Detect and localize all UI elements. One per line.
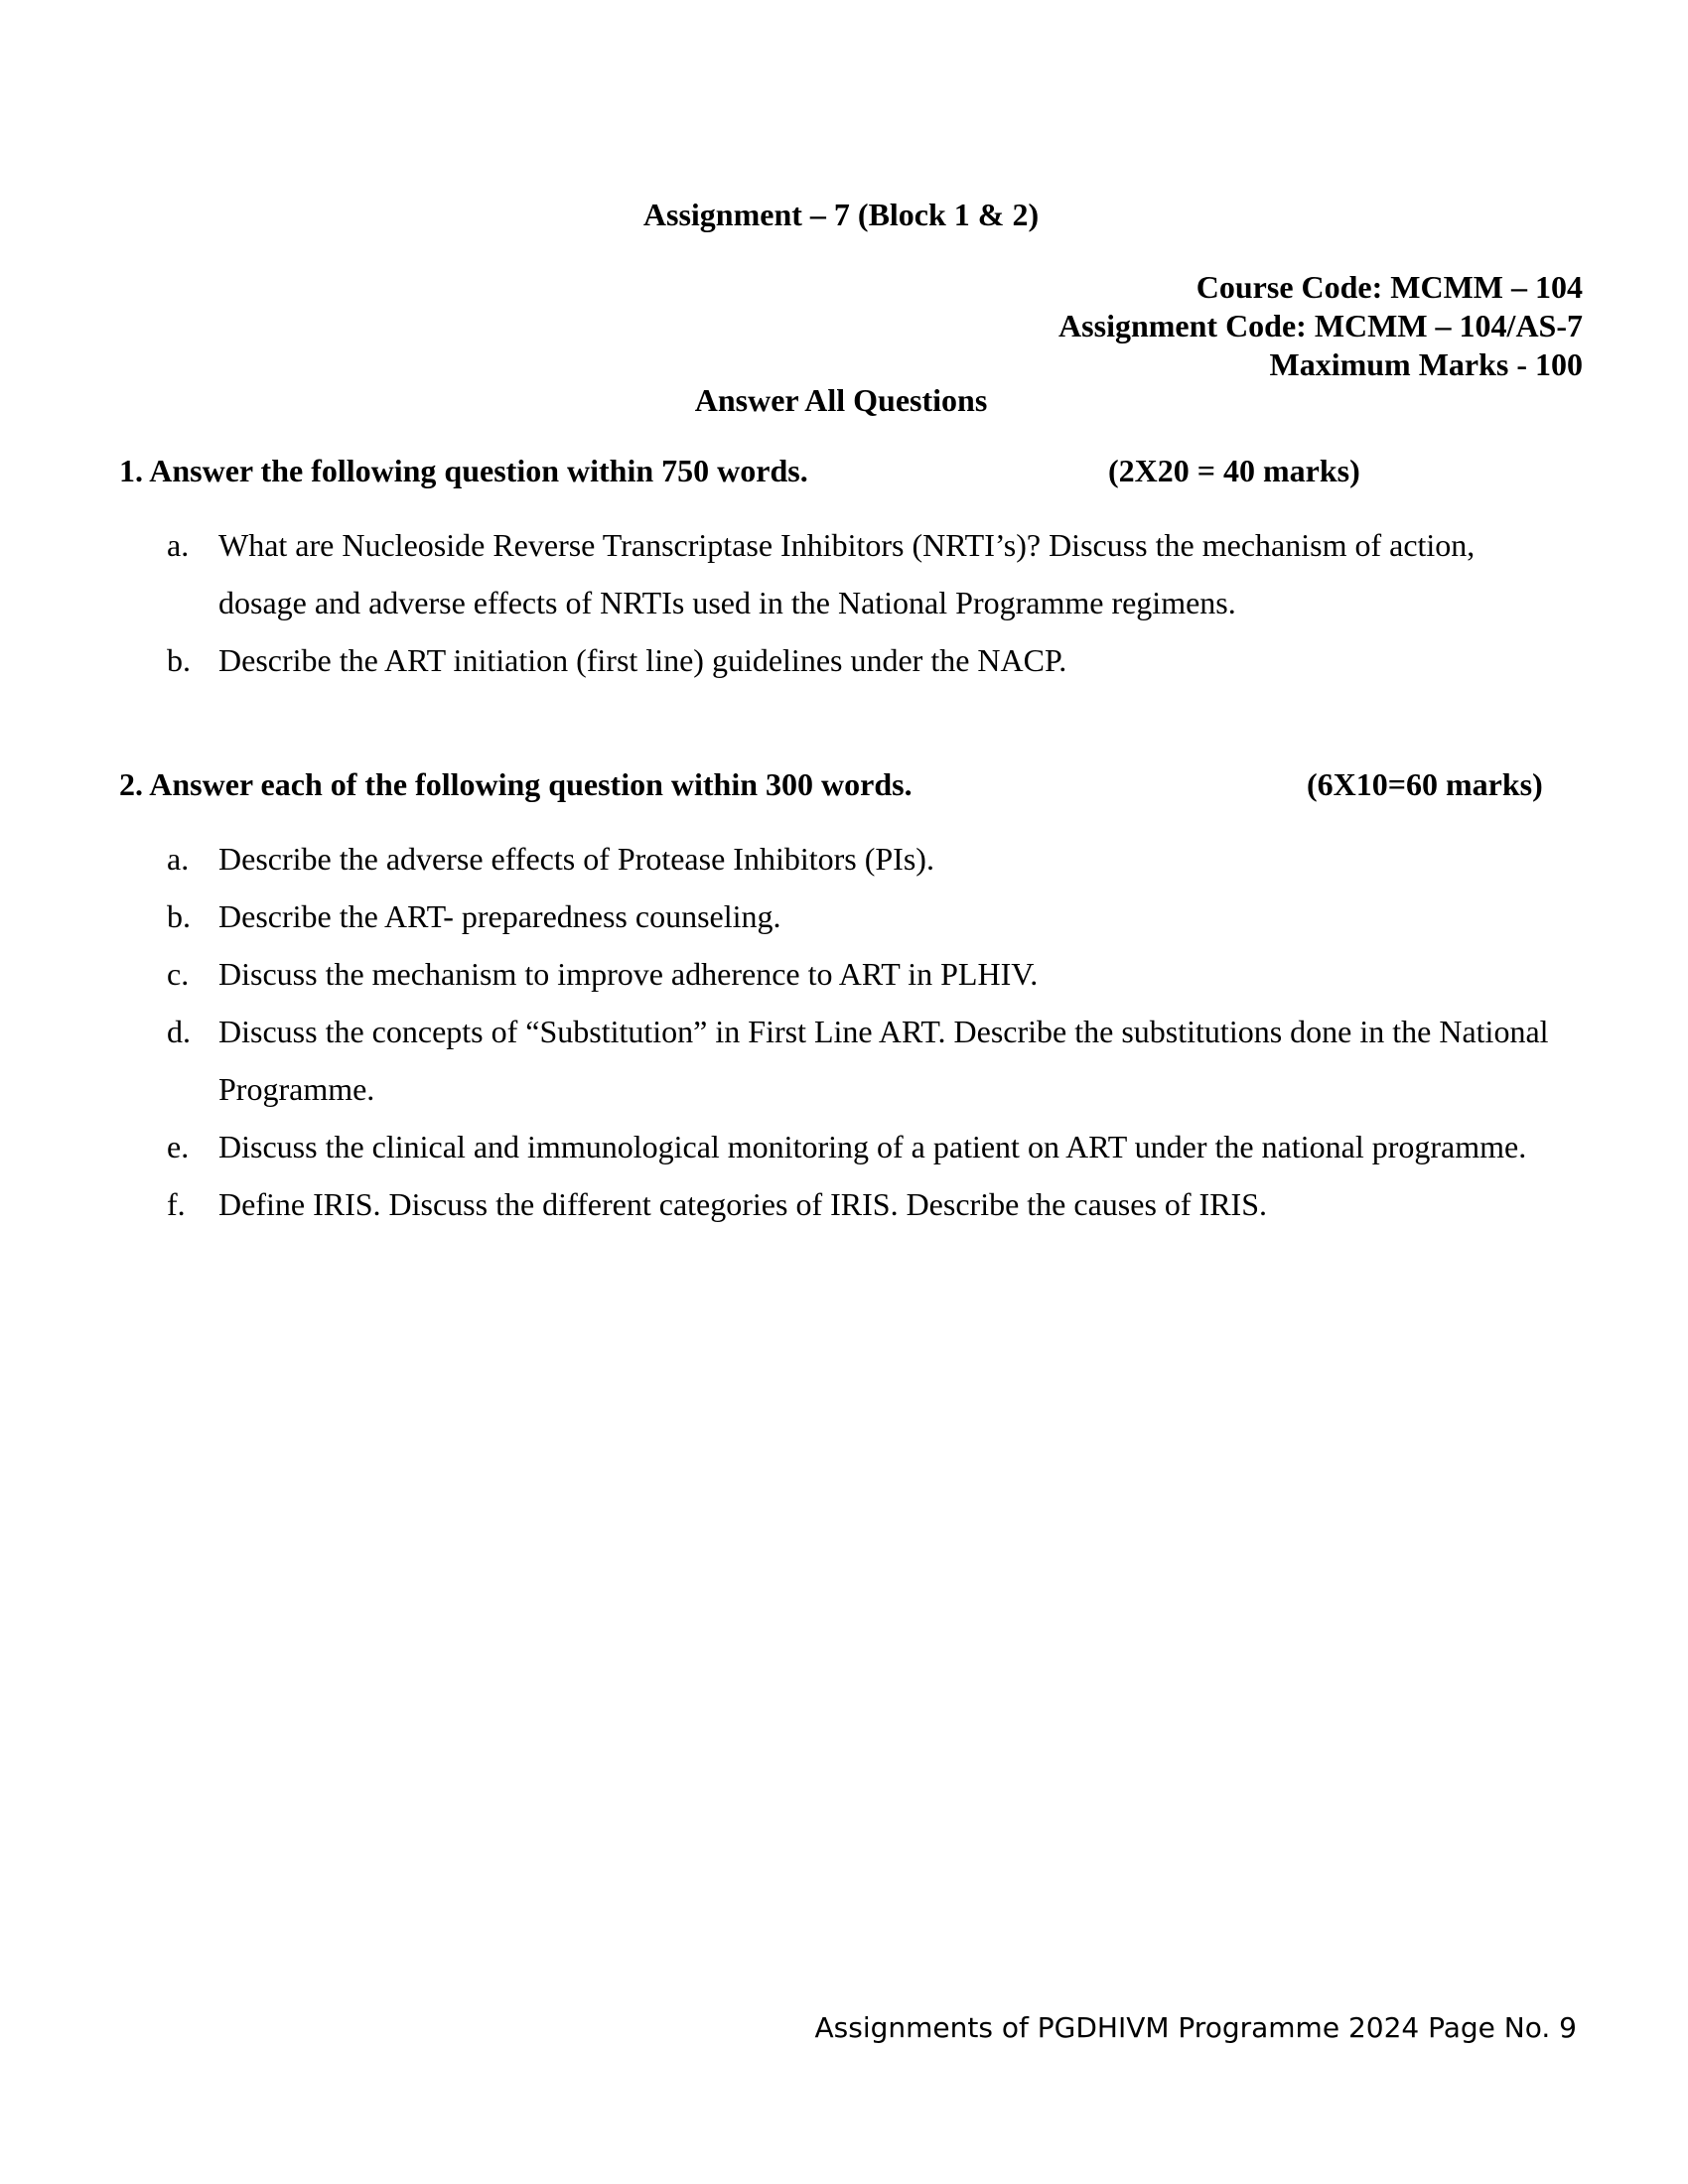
maximum-marks: Maximum Marks - 100 <box>1269 346 1583 382</box>
document-title: Assignment – 7 (Block 1 & 2) <box>642 197 1040 232</box>
question-2d <box>0 1003 1688 1118</box>
question-1a <box>0 516 1688 631</box>
course-code: Course Code: MCMM – 104 <box>1196 269 1583 305</box>
question-label: f. <box>167 1186 186 1222</box>
question-text: Discuss the mechanism to improve adherence to ART in PLHIV. <box>218 956 1039 992</box>
question-text: Describe the ART initiation (first line) guidelines under the NACP. <box>218 642 1067 678</box>
question-text: Discuss the concepts of “Substitution” in First Line ART. Describe the substitutions done in the National Programme. <box>218 1014 1549 1107</box>
question-label: e. <box>167 1129 190 1164</box>
question-text: What are Nucleoside Reverse Transcriptase Inhibitors (NRTI’s)? Discuss the mechanism of action, dosage and adverse effects of NRTIs used in the National Programme regimens. <box>218 527 1476 620</box>
question-text: Describe the adverse effects of Protease Inhibitors (PIs). <box>218 841 934 877</box>
question-label: b. <box>167 898 191 934</box>
page-footer: Assignments of PGDHIVM Programme 2024 Page No. 9 <box>814 2011 1577 2044</box>
question-2c <box>0 945 1688 1003</box>
question-1b <box>0 631 1688 689</box>
assignment-code: Assignment Code: MCMM – 104/AS-7 <box>1058 308 1583 343</box>
question-text: Discuss the clinical and immunological monitoring of a patient on ART under the national programme. <box>218 1129 1527 1164</box>
section-2-questions <box>0 830 1688 1233</box>
instruction-heading: Answer All Questions <box>694 382 988 418</box>
question-label: c. <box>167 956 190 992</box>
question-2a <box>0 830 1688 887</box>
section-2-marks: (6X10=60 marks) <box>1307 766 1543 802</box>
question-2b <box>0 887 1688 945</box>
section-1-questions <box>0 516 1688 689</box>
question-label: d. <box>167 1014 191 1049</box>
question-label: a. <box>167 841 190 877</box>
question-label: a. <box>167 527 190 563</box>
question-2e <box>0 1118 1688 1175</box>
section-1-heading: 1. Answer the following question within 750 words. <box>119 453 808 488</box>
question-2f <box>0 1175 1688 1233</box>
question-text: Define IRIS. Discuss the different categories of IRIS. Describe the causes of IRIS. <box>218 1186 1267 1222</box>
question-label: b. <box>167 642 191 678</box>
section-1-marks: (2X20 = 40 marks) <box>1108 453 1360 488</box>
header-codes <box>1058 268 1583 384</box>
section-2-heading: 2. Answer each of the following question within 300 words. <box>119 766 913 802</box>
question-text: Describe the ART- preparedness counseling. <box>218 898 781 934</box>
